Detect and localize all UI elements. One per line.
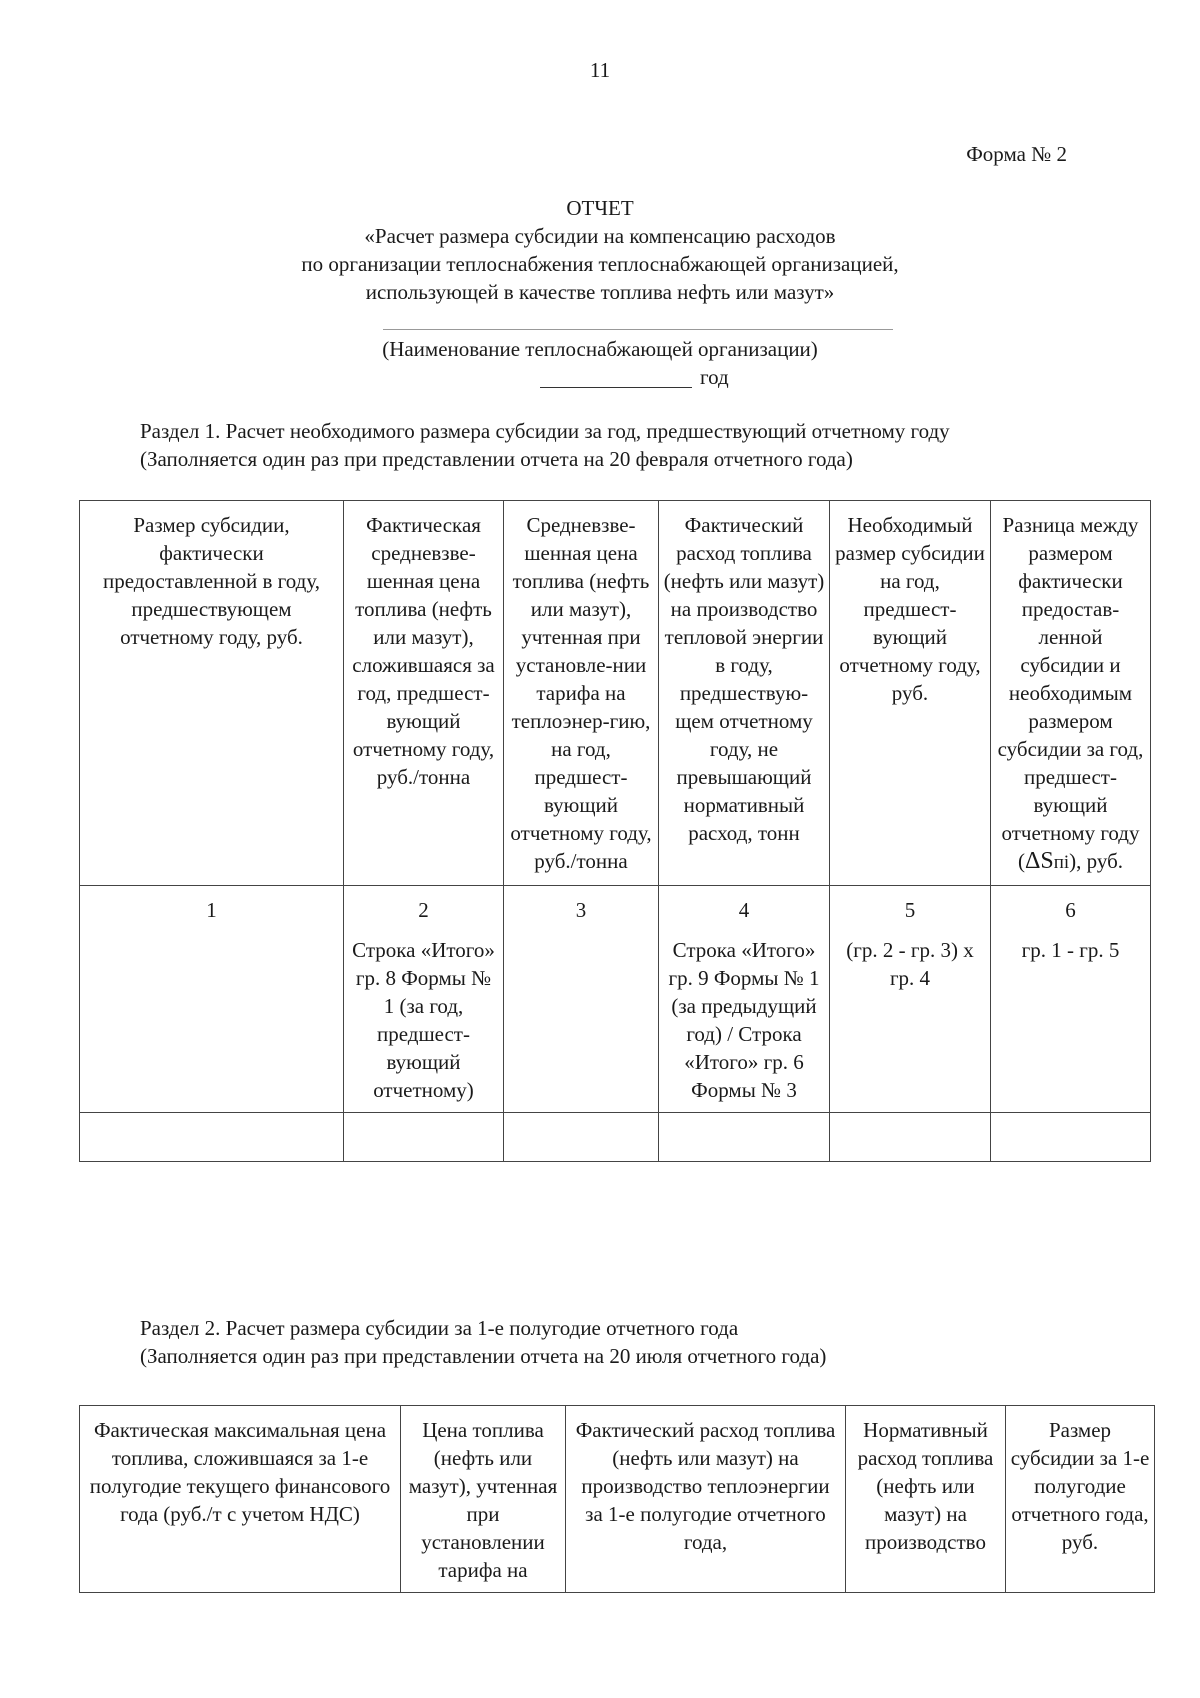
section1-header-row bbox=[80, 501, 1151, 886]
s2-header-4: Нормативный расход топлива (нефть или мазут) на производство bbox=[846, 1406, 1006, 1593]
section1-table bbox=[79, 500, 1151, 1162]
delta-s-subscript: пi bbox=[1053, 852, 1070, 873]
form-number: Форма № 2 bbox=[966, 142, 1067, 166]
s1-header-6-text: Разница между размером фактически предостав-ленной субсидии и необходимым размером субсидии за год, предшест-вующий отчетному году ( bbox=[997, 513, 1144, 873]
section1-note: (Заполняется один раз при представлении отчета на 20 февраля отчетного года) bbox=[140, 447, 853, 471]
section1-formula-row bbox=[80, 886, 1151, 1113]
s1-num-3: 3 bbox=[575, 898, 587, 922]
year-field bbox=[540, 363, 729, 391]
section2-header-row bbox=[80, 1406, 1155, 1593]
s1-header-6-tail: ), руб. bbox=[1069, 849, 1124, 873]
section2-title: Раздел 2. Расчет размера субсидии за 1-е полугодие отчетного года bbox=[140, 1316, 739, 1340]
s1-header-5: Необходимый размер субсидии на год, предшест-вующий отчетному году, руб. bbox=[830, 501, 991, 886]
s1-data-cell-3[interactable] bbox=[504, 1113, 659, 1162]
s1-header-4: Фактический расход топлива (нефть или мазут) на производство тепловой энергии в году, предшествую-щем отчетному году, не превышающий нормативный расход, тонн bbox=[659, 501, 830, 886]
s2-header-3: Фактический расход топлива (нефть или мазут) на производство теплоэнергии за 1-е полугодие отчетного года, bbox=[566, 1406, 846, 1593]
year-fill-line[interactable] bbox=[540, 365, 692, 388]
s2-header-1: Фактическая максимальная цена топлива, сложившаяся за 1-е полугодие текущего финансового года (руб./т с учетом НДС) bbox=[80, 1406, 401, 1593]
org-name-caption: (Наименование теплоснабжающей организации) bbox=[382, 337, 818, 361]
s1-col-6 bbox=[991, 886, 1151, 1113]
page-number: 11 bbox=[589, 58, 611, 82]
s1-col-1 bbox=[80, 886, 344, 1113]
s1-num-1: 1 bbox=[206, 898, 217, 922]
report-subtitle-line-2: по организации теплоснабжения теплоснабжающей организацией, bbox=[301, 252, 899, 276]
section2-note: (Заполняется один раз при представлении отчета на 20 июля отчетного года) bbox=[140, 1344, 827, 1368]
s1-col-2 bbox=[344, 886, 504, 1113]
s1-formula-4: Строка «Итого» гр. 9 Формы № 1 (за предыдущий год) / Строка «Итого» гр. 6 Формы № 3 bbox=[668, 938, 820, 1102]
report-subtitle-line-1: «Расчет размера субсидии на компенсацию расходов bbox=[364, 224, 836, 248]
report-title: ОТЧЕТ bbox=[566, 196, 634, 220]
section2-table bbox=[79, 1405, 1155, 1593]
org-name-fill-line[interactable] bbox=[383, 329, 893, 330]
s1-col-4 bbox=[659, 886, 830, 1113]
s2-header-5: Размер субсидии за 1-е полугодие отчетного года, руб. bbox=[1006, 1406, 1155, 1593]
s1-formula-6: гр. 1 - гр. 5 bbox=[1021, 938, 1120, 962]
s1-header-1: Размер субсидии, фактически предоставленной в году, предшествующем отчетному году, руб. bbox=[80, 501, 344, 886]
s1-col-3 bbox=[504, 886, 659, 1113]
s2-header-2: Цена топлива (нефть или мазут), учтенная при установлении тарифа на bbox=[401, 1406, 566, 1593]
s1-num-4: 4 bbox=[738, 898, 750, 922]
s1-header-6 bbox=[991, 501, 1151, 886]
s1-header-3: Средневзве-шенная цена топлива (нефть или мазут), учтенная при установле-нии тарифа на теплоэнер-гию, на год, предшест-вующий отчетному году, руб./тонна bbox=[504, 501, 659, 886]
section1-data-row bbox=[80, 1113, 1151, 1162]
s1-data-cell-5[interactable] bbox=[830, 1113, 991, 1162]
s1-header-2: Фактическая средневзве-шенная цена топлива (нефть или мазут), сложившаяся за год, предшест-вующий отчетному году, руб./тонна bbox=[344, 501, 504, 886]
s1-num-5: 5 bbox=[904, 898, 916, 922]
delta-s-symbol: ΔS bbox=[1024, 848, 1054, 874]
s1-num-2: 2 bbox=[418, 898, 429, 922]
year-label: год bbox=[700, 365, 729, 389]
s1-formula-2: Строка «Итого» гр. 8 Формы № 1 (за год, предшест-вующий отчетному) bbox=[352, 938, 495, 1102]
s1-data-cell-1[interactable] bbox=[80, 1113, 344, 1162]
section1-title: Раздел 1. Расчет необходимого размера субсидии за год, предшествующий отчетному году bbox=[140, 419, 950, 443]
s1-num-6: 6 bbox=[1065, 898, 1076, 922]
s1-data-cell-2[interactable] bbox=[344, 1113, 504, 1162]
s1-data-cell-6[interactable] bbox=[991, 1113, 1151, 1162]
s1-formula-5: (гр. 2 - гр. 3) x гр. 4 bbox=[846, 938, 974, 990]
s1-col-5 bbox=[830, 886, 991, 1113]
report-subtitle-line-3: использующей в качестве топлива нефть или мазут» bbox=[365, 280, 835, 304]
report-header bbox=[0, 194, 1200, 306]
s1-data-cell-4[interactable] bbox=[659, 1113, 830, 1162]
